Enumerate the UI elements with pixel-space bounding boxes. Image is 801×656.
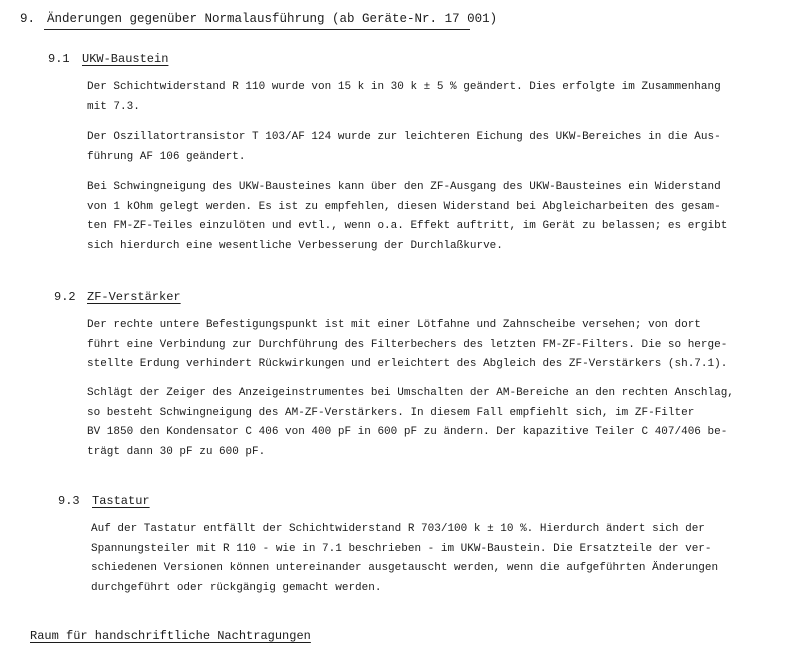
section-title: Änderungen gegenüber Normalausführung (ab Geräte-Nr. 17 001) xyxy=(47,12,498,26)
paragraph-9-2-1: Der rechte untere Befestigungspunkt ist mit einer Lötfahne und Zahnscheibe versehen; von dort führt eine Verbindung zur Durchführung des Filterbechers des letzten FM-ZF-Filters. Die so herge- stellte Erdung verhindert Rückwirkungen und erleichtert des Abgleich des ZF-Verstärkers (sh.7.1). xyxy=(87,319,728,370)
section-number: 9. xyxy=(20,12,36,26)
handwritten-notes-label: Raum für handschriftliche Nachtragungen xyxy=(30,629,311,643)
paragraph-9-3-1: Auf der Tastatur entfällt der Schichtwiderstand R 703/100 k ± 10 %. Hierdurch ändert sich der Spannungsteiler mit R 110 - wie in 7.1 beschrieben - im UKW-Baustein. Die Ersatzteile der ver- schiedenen Versionen können untereinander ausgetauscht werden, wenn die aufgeführten Änderungen durchgeführt oder rückgängig gemacht werden. xyxy=(91,523,719,594)
subsection-9-1-number: 9.1 xyxy=(48,52,70,66)
subsection-9-3-number: 9.3 xyxy=(58,494,80,508)
subsection-9-1-title: UKW-Baustein xyxy=(82,52,169,66)
subsection-9-2-title: ZF-Verstärker xyxy=(87,290,181,304)
paragraph-9-2-2: Schlägt der Zeiger des Anzeigeinstrumentes bei Umschalten der AM-Bereiche an den rechten Anschlag, so besteht Schwingneigung des AM-ZF-Verstärkers. In diesem Fall empfiehlt sich, im ZF-Filter BV 1850 den Kondensator C 406 von 400 pF in 600 pF zu ändern. Der kapazitive Teiler C 407/406 be- trägt dann 30 pF zu 600 pF. xyxy=(87,387,734,458)
paragraph-9-1-3: Bei Schwingneigung des UKW-Bausteines kann über den ZF-Ausgang des UKW-Bausteines ein Widerstand von 1 kOhm gelegt werden. Es ist zu empfehlen, diesen Widerstand bei Abgleicharbeiten des gesam- ten FM-ZF-Teiles einzulöten und evtl., wenn o.a. Effekt auftritt, im Gerät zu belassen; es ergibt sich hierdurch eine wesentliche Verbesserung der Durchlaßkurve. xyxy=(87,181,728,252)
subsection-9-2-number: 9.2 xyxy=(54,290,76,304)
section-title-underline xyxy=(44,29,470,30)
paragraph-9-1-2: Der Oszillatortransistor T 103/AF 124 wurde zur leichteren Eichung des UKW-Bereiches in die Aus- führung AF 106 geändert. xyxy=(87,131,721,163)
subsection-9-3-title: Tastatur xyxy=(92,494,150,508)
paragraph-9-1-1: Der Schichtwiderstand R 110 wurde von 15 k in 30 k ± 5 % geändert. Dies erfolgte im Zusammenhang mit 7.3. xyxy=(87,81,721,113)
